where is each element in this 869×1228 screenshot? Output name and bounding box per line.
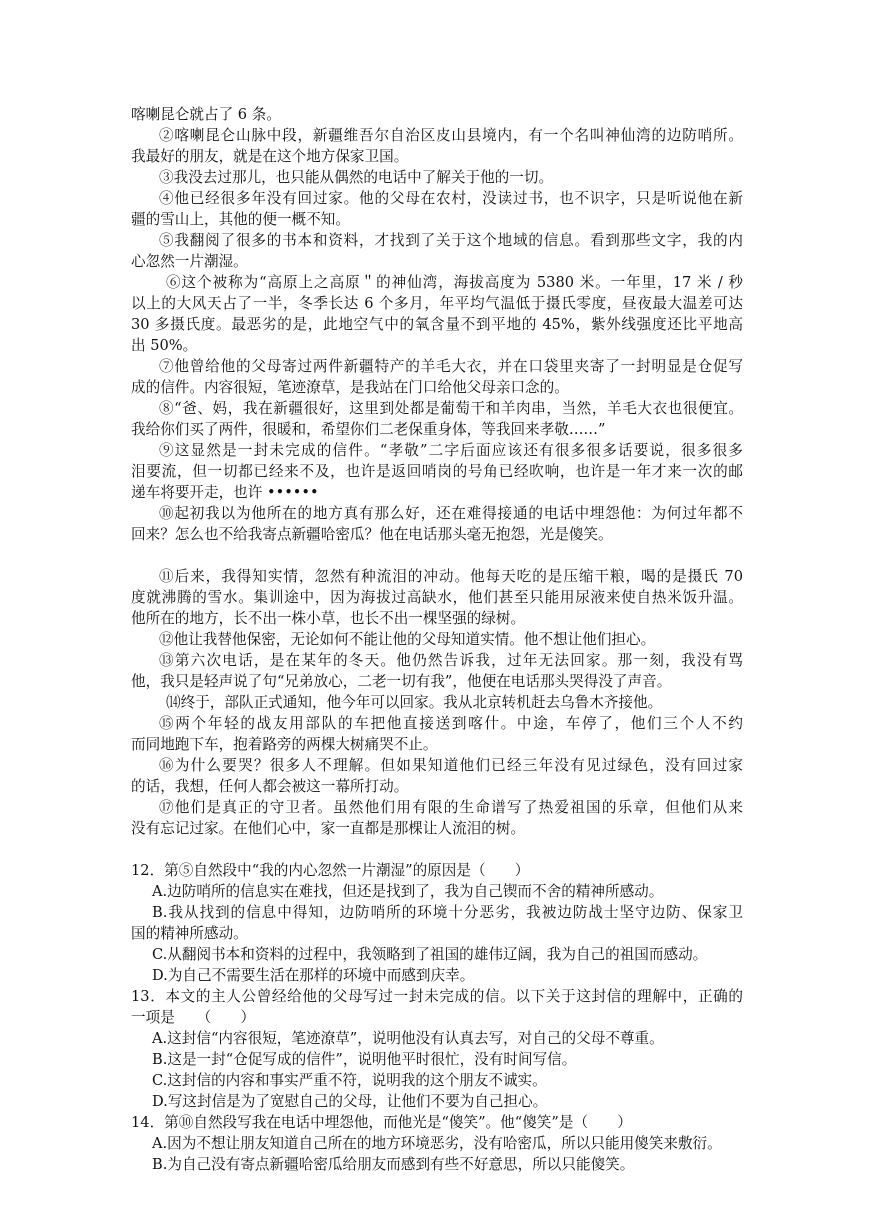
question-12: 12．第⑤自然段中“我的内心忽然一片潮湿”的原因是（ ）	[131, 862, 530, 879]
passage-line: ⑯为什么要哭？很多人不理解。但如果知道他们已经三年没有见过绿色，没有回过家	[159, 757, 743, 774]
passage-line: ⑬第六次电话，是在某年的冬天。他仍然告诉我，过年无法回家。那一刻，我没有骂	[159, 652, 743, 669]
passage-line: 回来？怎么也不给我寄点新疆哈密瓜？他在电话那头毫无抱怨，光是傻笑。	[131, 526, 613, 543]
option-12-a: A.边防哨所的信息实在难找，但还是找到了，我为自己锲而不舍的精神所感动。	[152, 883, 664, 900]
passage-line: 成的信件。内容很短，笔迹潦草，是我站在门口给他父母亲口念的。	[131, 379, 569, 396]
passage-line: 喀喇昆仑就占了 6 条。	[131, 106, 281, 123]
passage-line: 他，我只是轻声说了句“兄弟放心，二老一切有我”，他便在电话那头哭得没了声音。	[131, 673, 672, 690]
option-14-b: B.为自己没有寄点新疆哈密瓜给朋友而感到有些不好意思，所以只能傻笑。	[152, 1156, 635, 1173]
passage-line: ⑨这显然是一封未完成的信件。“孝敬”二字后面应该还有很多很多话要说，很多很多	[159, 442, 743, 459]
option-13-d: D.写这封信是为了宽慰自己的父母，让他们不要为自己担心。	[152, 1093, 548, 1110]
passage-line: 度就沸腾的雪水。集训途中，因为海拔过高缺水，他们甚至只能用尿液来使自热米饭升温。	[131, 589, 743, 606]
passage-line: ⑧“爸、妈，我在新疆很好，这里到处都是葡萄干和羊肉串，当然，羊毛大衣也很便宜。	[159, 400, 743, 417]
passage-line: 出 50%。	[131, 337, 198, 354]
passage-line: 我最好的朋友，就是在这个地方保家卫国。	[131, 148, 409, 165]
passage-line: 泪要流，但一切都已经来不及，也许是返回哨岗的号角已经吹响，也许是一年才来一次的邮	[131, 463, 743, 480]
passage-line: ④他已经很多年没有回过家。他的父母在农村，没读过书，也不识字，只是听说他在新	[159, 190, 743, 207]
passage-line: 递车将要开走，也许 ••••••	[131, 484, 319, 501]
passage-line: 心忽然一片潮湿。	[131, 253, 248, 270]
passage-line: 他所在的地方，长不出一株小草，也长不出一棵坚强的绿树。	[131, 610, 526, 627]
passage-line: 我给你们买了两件，很暖和，希望你们二老保重身体，等我回来孝敬……”	[131, 421, 606, 438]
option-12-b: B.我从找到的信息中得知，边防哨所的环境十分恶劣，我被边防战士坚守边防、保家卫	[152, 904, 743, 921]
passage-line: ③我没去过那儿，也只能从偶然的电话中了解关于他的一切。	[159, 169, 554, 186]
passage-line: 30 多摄氏度。最恶劣的是，此地空气中的氧含量不到平地的 45%，紫外线强度还比平地高	[131, 316, 743, 333]
passage-line: ⑤我翻阅了很多的书本和资料，才找到了关于这个地域的信息。看到那些文字，我的内	[159, 232, 743, 249]
passage-line: 而同地跑下车，抱着路旁的两棵大树痛哭不止。	[131, 736, 438, 753]
passage-line: ⑰他们是真正的守卫者。虽然他们用有限的生命谱写了热爱祖国的乐章，但他们从来	[159, 799, 743, 816]
passage-line: ⑥这个被称为“高原上之高原＂的神仙湾，海拔高度为 5380 米。一年里，17 米 / 秒	[166, 274, 743, 291]
passage-line: ⑫他让我替他保密，无论如何不能让他的父母知道实情。他不想让他们担心。	[159, 631, 656, 648]
option-12-d: D.为自己不需要生活在那样的环境中而感到庆幸。	[152, 967, 475, 984]
passage-line: 的话，我想，任何人都会被这一幕所打动。	[131, 778, 409, 795]
question-14: 14．第⑩自然段写我在电话中埋怨他，而他光是“傻笑”。他“傻笑”是（ ）	[131, 1114, 632, 1131]
question-13-cont: 一项是 （ ）	[131, 1009, 256, 1026]
passage-line: ②喀喇昆仑山脉中段，新疆维吾尔自治区皮山县境内，有一个名叫神仙湾的边防哨所。	[159, 127, 743, 144]
option-13-a: A.这封信“内容很短，笔迹潦草”，说明他没有认真去写，对自己的父母不尊重。	[152, 1030, 664, 1047]
option-12-c: C.从翻阅书本和资料的过程中，我领略到了祖国的雄伟辽阔，我为自己的祖国而感动。	[152, 946, 708, 963]
passage-line: 以上的大风天占了一半，冬季长达 6 个多月，年平均气温低于摄氏零度，昼夜最大温差可达	[131, 295, 743, 312]
passage-line: ⑮两个年轻的战友用部队的车把他直接送到喀什。中途，车停了，他们三个人不约	[159, 715, 743, 732]
passage-line: ⒁终于，部队正式通知，他今年可以回家。我从北京转机赶去乌鲁木齐接他。	[166, 694, 663, 711]
passage-line: 疆的雪山上，其他的便一概不知。	[131, 211, 350, 228]
option-13-b: B.这是一封“仓促写成的信件”，说明他平时很忙，没有时间写信。	[152, 1051, 577, 1068]
option-13-c: C.这封信的内容和事实严重不符，说明我的这个朋友不诚实。	[152, 1072, 547, 1089]
passage-line: ⑦他曾给他的父母寄过两件新疆特产的羊毛大衣，并在口袋里夹寄了一封明显是仓促写	[159, 358, 743, 375]
question-13: 13．本文的主人公曾经给他的父母写过一封未完成的信。以下关于这封信的理解中，正确的	[131, 988, 743, 1005]
passage-line: ⑪后来，我得知实情，忽然有种流泪的冲动。他每天吃的是压缩干粮，喝的是摄氏 70	[159, 568, 743, 585]
option-14-a: A.因为不想让朋友知道自己所在的地方环境恶劣，没有哈密瓜，所以只能用傻笑来敷衍。	[152, 1135, 722, 1152]
passage-line: ⑩起初我以为他所在的地方真有那么好，还在难得接通的电话中埋怨他：为何过年都不	[159, 505, 743, 522]
passage-line: 没有忘记过家。在他们心中，家一直都是那棵让人流泪的树。	[131, 820, 526, 837]
option-12-b-cont: 国的精神所感动。	[131, 925, 248, 942]
